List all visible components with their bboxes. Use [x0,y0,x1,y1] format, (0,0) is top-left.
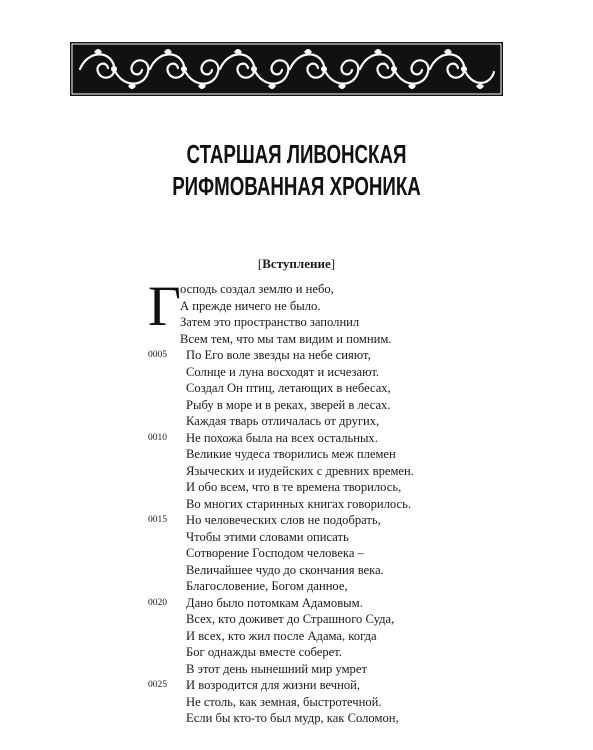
verse-line [0,529,593,546]
verse-text: Бог однажды вместе соберет. [186,645,342,659]
verse-line [0,281,593,298]
verse-line [0,298,593,315]
line-number: 0005 [148,350,167,360]
verse-text: Рыбу в море и в реках, зверей в лесах. [186,397,391,412]
verse-line [0,578,593,595]
line-number: 0025 [148,680,167,690]
verse-text: Во многих старинных книгах говорилось. [186,496,411,511]
verse-text: Сотворение Господом человека – [186,546,364,560]
section-heading [0,256,593,272]
verse-text: Каждая тварь отличалась от других, [186,414,380,428]
verse-line [0,545,593,562]
line-number: 0010 [148,432,167,443]
verse-line [0,479,593,496]
verse-line [0,397,593,414]
chronicle-title [0,138,593,202]
verse-line [0,677,593,694]
title-line-2: РИФМОВАННАЯ ХРОНИКА [172,171,421,201]
verse-text: Благословение, Богом данное, [186,579,348,593]
verse-text: Солнце и луна восходят и исчезают. [186,364,380,379]
verse-line [0,595,593,612]
verse-line [0,413,593,430]
verse-block [0,281,593,727]
verse-line [0,463,593,480]
verse-line [0,694,593,711]
verse-text: Не похожа была на всех остальных. [186,430,378,445]
verse-line [0,380,593,397]
section-close-bracket: ] [330,256,336,271]
verse-text: А прежде ничего не было. [180,298,321,313]
verse-line [0,496,593,513]
verse-text: Всем тем, что мы там видим и помним. [180,331,392,346]
verse-line [0,446,593,463]
verse-text: Языческих и иудейских с древних времен. [186,463,414,478]
section-open-bracket: [ [257,256,263,271]
verse-text: Создал Он птиц, летающих в небесах, [186,381,391,395]
verse-text: Чтобы этими словами описать [186,529,349,544]
verse-line [0,430,593,447]
verse-line [0,512,593,529]
title-line-1: СТАРШАЯ ЛИВОНСКАЯ [186,139,407,169]
verse-line [0,314,593,331]
verse-text: И всех, кто жил после Адама, когда [186,628,377,643]
verse-text: И возродится для жизни вечной, [186,678,361,692]
verse-text: Великие чудеса творились меж племен [186,447,396,461]
verse-line [0,661,593,678]
verse-line [0,562,593,579]
line-number: 0020 [148,597,167,608]
verse-line [0,331,593,348]
verse-text: Если бы кто-то был мудр, как Соломон, [186,711,399,725]
verse-text: Не столь, как земная, быстротечной. [186,694,382,709]
verse-line [0,710,593,727]
verse-line [0,644,593,661]
line-number: 0015 [148,515,167,525]
verse-text: Всех, кто доживет до Страшного Суда, [186,612,395,626]
verse-line [0,347,593,364]
ornamental-header-band [70,40,503,98]
verse-text: В этот день нынешний мир умрет [186,661,367,676]
verse-text: Дано было потомкам Адамовым. [186,595,363,610]
section-heading-text: Вступление [262,256,331,271]
drop-cap-letter: Г [148,275,181,338]
verse-text: И обо всем, что в те времена творилось, [186,480,402,494]
verse-line [0,364,593,381]
verse-text: Затем это пространство заполнил [180,315,360,329]
verse-line [0,611,593,628]
verse-text: По Его воле звезды на небе сияют, [186,348,371,362]
verse-line [0,628,593,645]
verse-text: Но человеческих слов не подобрать, [186,513,381,527]
verse-text: Величайшее чудо до скончания века. [186,562,384,577]
verse-text: осподь создал землю и небо, [180,282,334,296]
